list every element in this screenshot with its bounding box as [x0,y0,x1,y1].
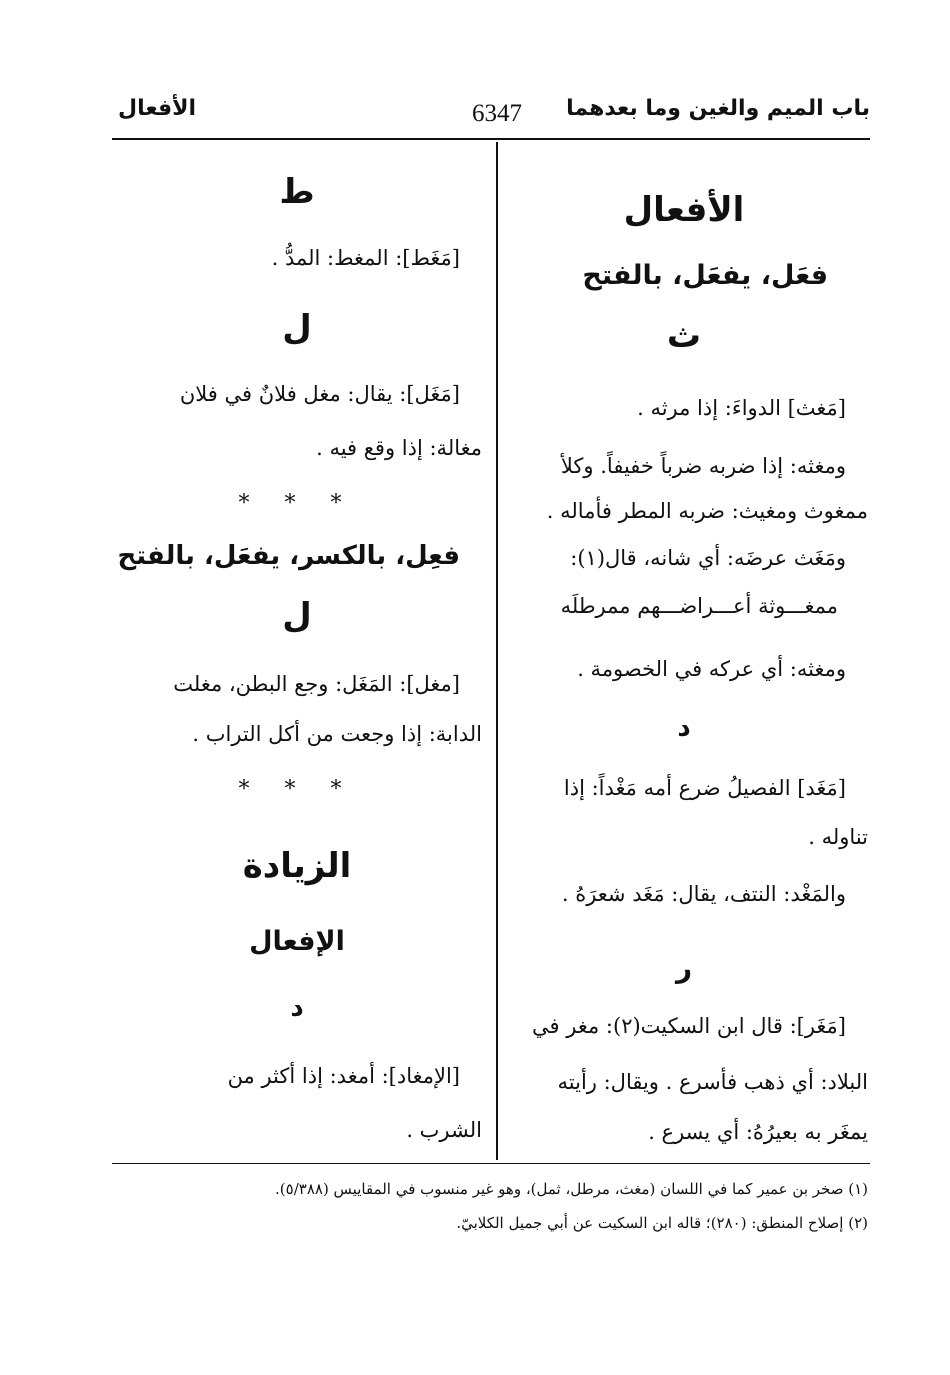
header-rule [112,138,870,140]
entry-line: الدابة: إذا وجعت من أكل التراب . [192,722,482,746]
entry-line: [مَغَر]: قال ابن السكيت(٢): مغر في [532,1014,846,1038]
letter-heading-dal: د [290,993,304,1023]
letter-heading-ra: ر [675,951,693,984]
column-divider [496,142,498,1160]
letter-heading-lam: ل [282,596,312,636]
verse-line: ممغـــوثة أعـــراضـــهم ممرطلَه [560,594,838,618]
entry-line: [مغل]: المَغَل: وجع البطن، مغلت [173,672,460,696]
entry-line: تناوله . [808,825,868,849]
footnote-rule [112,1163,870,1164]
section-separator: * * * [238,777,356,802]
entry-line: [الإمغاد]: أمغد: إذا أكثر من [227,1064,460,1088]
entry-line: [مَغث] الدواءَ: إذا مرثه . [637,396,846,420]
letter-heading-lam: ل [282,308,312,348]
letter-heading-dal: د [677,713,691,743]
running-header-right: باب الميم والغين وما بعدهما [566,96,870,121]
entry-line: والمَغْد: النتف، يقال: مَغَد شعرَهُ . [561,882,846,906]
section-subtitle: فعِل، بالكسر، يفعَل، بالفتح [117,541,460,571]
letter-heading-ta: ط [279,172,315,212]
entry-line: ومَغَث عرضَه: أي شانه، قال(١): [570,546,846,570]
section-title: الزيادة [242,846,352,886]
section-subtitle: الإفعال [249,926,345,957]
footnote: (٢) إصلاح المنطق: (٢٨٠)؛ قاله ابن السكيت عن أبي جميل الكلابيّ. [456,1214,868,1232]
entry-line: يمغَر به بعيرُهُ: أي يسرع . [648,1120,868,1144]
entry-line: [مَغَل]: يقال: مغل فلانٌ في فلان [179,382,460,406]
page-number: 6347 [472,100,522,127]
section-subtitle: فعَل، يفعَل، بالفتح [582,260,828,291]
entry-line: [مَغَد] الفصيلُ ضرع أمه مَغْداً: إذا [563,776,846,800]
footnote: (١) صخر بن عمير كما في اللسان (مغث، مرطل، ثمل)، وهو غير منسوب في المقاييس (٥/٣٨٨). [275,1180,868,1198]
entry-line: الشرب . [406,1118,482,1142]
entry-line: ومغثه: أي عركه في الخصومة . [577,657,846,681]
letter-heading-tha: ث [666,316,702,356]
running-header-left: الأفعال [118,96,197,121]
entry-line: [مَغَط]: المغط: المدُّ . [271,246,460,270]
entry-line: البلاد: أي ذهب فأسرع . ويقال: رأيته [557,1070,868,1094]
section-title: الأفعال [623,190,745,230]
entry-line: مغالة: إذا وقع فيه . [316,436,482,460]
entry-line: ممغوث ومغيث: ضربه المطر فأماله . [546,499,868,523]
entry-line: ومغثه: إذا ضربه ضرباً خفيفاً. وكلأ [560,454,846,478]
section-separator: * * * [238,491,356,516]
